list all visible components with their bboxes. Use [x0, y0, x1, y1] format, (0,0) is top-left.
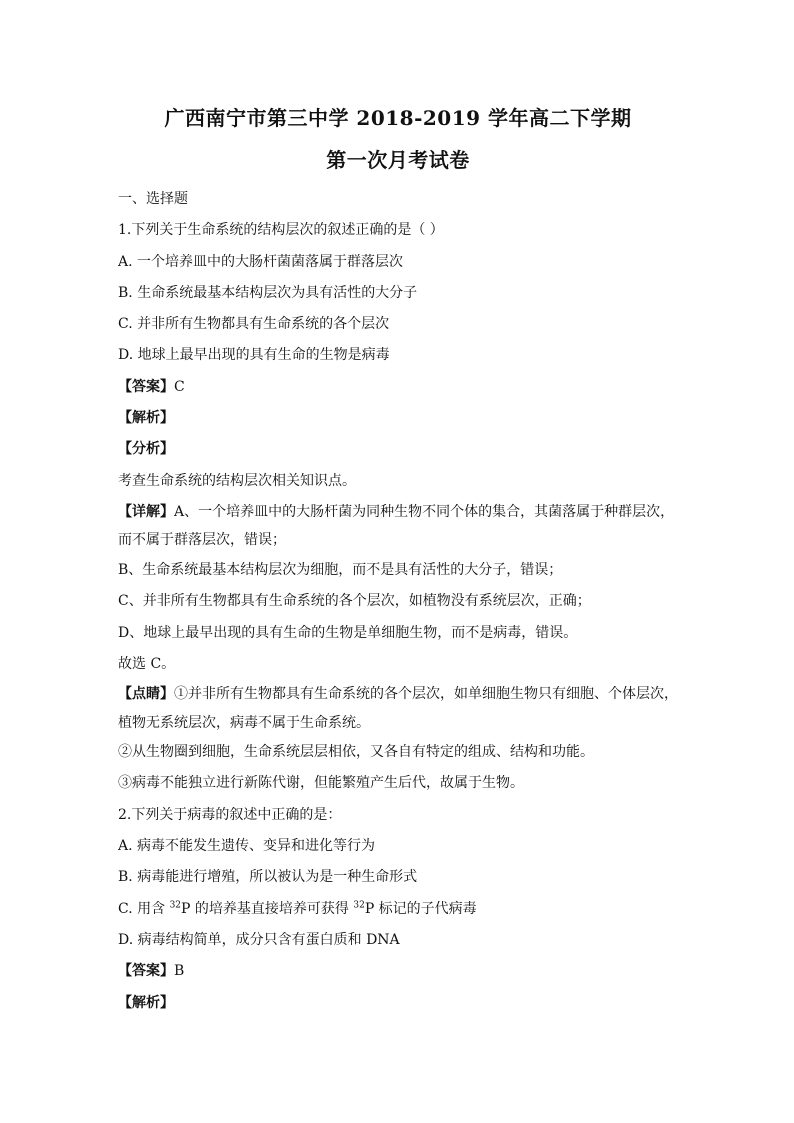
question-1-detail-a	[118, 498, 678, 555]
detail-a-text: A、一个培养皿中的大肠杆菌为同种生物不同个体的集合，其菌落属于种群层次，而不属于群落层次，错误；	[118, 503, 675, 549]
answer-label: 【答案】	[118, 378, 174, 395]
question-2-analysis-label: 【解析】	[118, 994, 174, 1011]
question-1-tip-2: ②从生物圈到细胞，生命系统层层相依，又各自有特定的组成、结构和功能。	[118, 744, 594, 761]
tip-1-text: ①并非所有生物都具有生命系统的各个层次，如单细胞生物只有细胞、个体层次，植物无系统层次，病毒不属于生命系统。	[118, 686, 678, 731]
question-1-answer	[118, 372, 678, 403]
isotope-superscript-2: 32	[353, 899, 365, 910]
question-2-stem: 2.下列关于病毒的叙述中正确的是：	[118, 806, 342, 823]
option-c-pre: C. 用含	[118, 900, 170, 917]
question-1-option-a: A. 一个培养皿中的大肠杆菌菌落属于群落层次	[118, 253, 404, 270]
question-2-option-a: A. 病毒不能发生遗传、变异和进化等行为	[118, 838, 376, 855]
detail-label: 【详解】	[118, 503, 174, 520]
question-1-analysis-label: 【解析】	[118, 410, 174, 427]
exam-page	[118, 98, 678, 1019]
question-2-answer	[118, 956, 678, 987]
isotope-superscript-1: 32	[169, 899, 182, 910]
question-1-tip-3: ③病毒不能独立进行新陈代谢，但能繁殖产生后代，故属于生物。	[118, 775, 524, 792]
question-1-fenxi-label: 【分析】	[118, 441, 174, 458]
question-1-fenxi-text: 考查生命系统的结构层次相关知识点。	[118, 472, 356, 489]
question-1-option-b: B. 生命系统最基本结构层次为具有活性的大分子	[118, 284, 418, 301]
question-1-option-d: D. 地球上最早出现的具有生命的生物是病毒	[118, 347, 390, 364]
question-1-stem: 1.下列关于生命系统的结构层次的叙述正确的是（ ）	[118, 222, 444, 239]
answer-value: B	[174, 963, 185, 980]
tip-label: 【点睛】	[118, 686, 174, 703]
option-c-post: P 标记的子代病毒	[364, 900, 477, 917]
question-2-option-b: B. 病毒能进行增殖，所以被认为是一种生命形式	[118, 869, 418, 886]
option-c-mid: P 的培养基直接培养可获得	[181, 900, 354, 917]
question-1-option-c: C. 并非所有生物都具有生命系统的各个层次	[118, 316, 390, 333]
question-1-conclusion: 故选 C。	[118, 655, 176, 672]
question-1-detail-c: C、并非所有生物都具有生命系统的各个层次，如植物没有系统层次，正确；	[118, 593, 591, 610]
section-heading: 一、选择题	[118, 191, 188, 207]
question-2-option-c	[118, 894, 678, 925]
exam-title-line2: 第一次月考试卷	[326, 148, 470, 172]
answer-label: 【答案】	[118, 963, 174, 980]
answer-value: C	[174, 378, 185, 395]
question-2-option-d: D. 病毒结构简单，成分只含有蛋白质和 DNA	[118, 931, 400, 948]
question-1-tip-1	[118, 680, 678, 737]
question-1-detail-d: D、地球上最早出现的具有生命的生物是单细胞生物，而不是病毒，错误。	[118, 624, 578, 641]
question-1-detail-b: B、生命系统最基本结构层次为细胞，而不是具有活性的大分子，错误；	[118, 561, 563, 578]
exam-title-line1: 广西南宁市第三中学 2018-2019 学年高二下学期	[164, 106, 632, 130]
